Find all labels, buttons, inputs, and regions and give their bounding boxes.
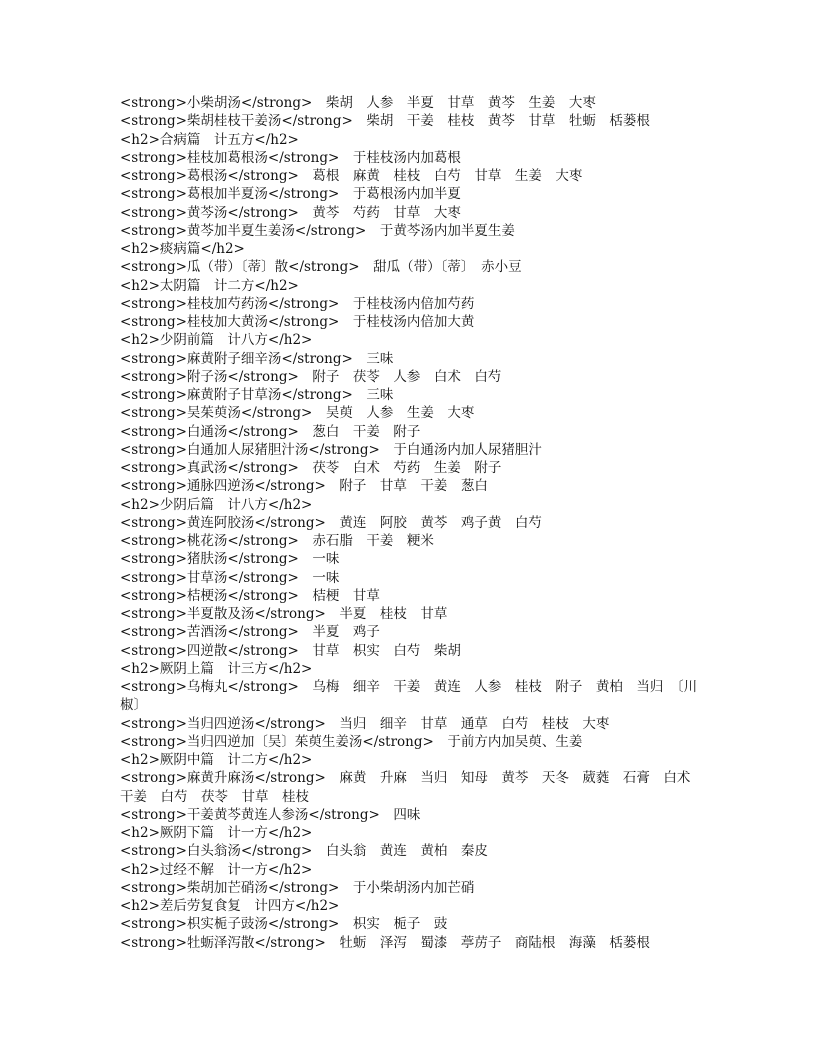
text-line: <strong>半夏散及汤</strong> 半夏 桂枝 甘草	[120, 606, 448, 622]
section-heading-line: <h2>厥阴下篇 计一方</h2>	[120, 825, 313, 841]
text-line: <strong>通脉四逆汤</strong> 附子 甘草 干姜 葱白	[120, 478, 488, 495]
text-line: <strong>附子汤</strong> 附子 茯苓 人参 白术 白芍	[120, 368, 502, 385]
text-line: <strong>桂枝加大黄汤</strong> 于桂枝汤内倍加大黄	[120, 314, 475, 330]
section-heading-line: <h2>过经不解 计一方</h2>	[120, 861, 313, 878]
text-line: <strong>枳实栀子豉汤</strong> 枳实 栀子 豉	[120, 916, 448, 933]
text-line: <strong>苦酒汤</strong> 半夏 鸡子	[120, 624, 380, 641]
text-line: <strong>吴茱萸汤</strong> 吴萸 人参 生姜 大枣	[120, 405, 475, 422]
text-line: 干姜 白芍 茯苓 甘草 桂枝	[120, 788, 309, 805]
section-heading-line: <h2>太阴篇 计二方</h2>	[120, 277, 299, 294]
text-line: <strong>葛根汤</strong> 葛根 麻黄 桂枝 白芍 甘草 生姜 大枣	[120, 168, 583, 184]
section-heading-line: <h2>差后劳复食复 计四方</h2>	[120, 898, 340, 914]
text-line: <strong>小柴胡汤</strong> 柴胡 人参 半夏 甘草 黄芩 生姜 大枣	[120, 95, 596, 111]
text-line: <strong>牡蛎泽泻散</strong> 牡蛎 泽泻 蜀漆 葶苈子 商陆根 海藻 栝蒌根	[120, 934, 650, 951]
text-line: <strong>白通汤</strong> 葱白 干姜 附子	[120, 423, 421, 440]
document-body	[120, 94, 710, 952]
text-line: <strong>麻黄附子甘草汤</strong> 三味	[120, 387, 394, 403]
text-line: <strong>瓜（带）〔蒂〕散</strong> 甜瓜（带）〔蒂〕 赤小豆	[120, 259, 522, 276]
text-line: <strong>黄连阿胶汤</strong> 黄连 阿胶 黄芩 鸡子黄 白芍	[120, 514, 542, 531]
text-line: <strong>葛根加半夏汤</strong> 于葛根汤内加半夏	[120, 186, 461, 203]
text-line: <strong>白通加人尿猪胆汁汤</strong> 于白通汤内加人尿猪胆汁	[120, 441, 542, 458]
section-heading-line: <h2>少阴后篇 计八方</h2>	[120, 496, 313, 513]
text-line: <strong>干姜黄芩黄连人参汤</strong> 四味	[120, 806, 421, 823]
text-line: <strong>桃花汤</strong> 赤石脂 干姜 粳米	[120, 533, 434, 549]
text-line: <strong>柴胡加芒硝汤</strong> 于小柴胡汤内加芒硝	[120, 879, 475, 896]
text-line: <strong>黄芩汤</strong> 黄芩 芍药 甘草 大枣	[120, 204, 461, 221]
text-line: <strong>乌梅丸</strong> 乌梅 细辛 干姜 黄连 人参 桂枝 附子 黄柏 当归 〔川	[120, 679, 698, 695]
section-heading-line: <h2>厥阴中篇 计二方</h2>	[120, 752, 313, 768]
section-heading-line: <h2>痰病篇</h2>	[120, 241, 245, 257]
section-heading-line: <h2>少阴前篇 计八方</h2>	[120, 332, 313, 349]
text-line: <strong>黄芩加半夏生姜汤</strong> 于黄芩汤内加半夏生姜	[120, 222, 515, 239]
text-line: <strong>桂枝加葛根汤</strong> 于桂枝汤内加葛根	[120, 149, 461, 166]
text-line: <strong>白头翁汤</strong> 白头翁 黄连 黄柏 秦皮	[120, 843, 488, 860]
text-line: <strong>麻黄升麻汤</strong> 麻黄 升麻 当归 知母 黄芩 天冬 葳蕤 石膏 白术	[120, 770, 691, 787]
text-line: <strong>四逆散</strong> 甘草 枳实 白芍 柴胡	[120, 642, 461, 659]
text-line: <strong>当归四逆汤</strong> 当归 细辛 甘草 通草 白芍 桂枝 大枣	[120, 715, 610, 732]
section-heading-line: <h2>合病篇 计五方</h2>	[120, 131, 299, 148]
text-line: <strong>真武汤</strong> 茯苓 白术 芍药 生姜 附子	[120, 460, 502, 476]
text-line: <strong>甘草汤</strong> 一味	[120, 569, 340, 586]
section-heading-line: <h2>厥阴上篇 计三方</h2>	[120, 660, 313, 677]
text-line: <strong>当归四逆加〔吴〕茱萸生姜汤</strong> 于前方内加吴萸、生姜	[120, 733, 583, 750]
text-line: <strong>猪肤汤</strong> 一味	[120, 551, 340, 568]
text-line: <strong>麻黄附子细辛汤</strong> 三味	[120, 350, 394, 367]
text-line: <strong>桂枝加芍药汤</strong> 于桂枝汤内倍加芍药	[120, 295, 475, 312]
text-line: <strong>桔梗汤</strong> 桔梗 甘草	[120, 587, 380, 604]
text-line: <strong>柴胡桂枝干姜汤</strong> 柴胡 干姜 桂枝 黄芩 甘草 牡蛎 栝蒌根	[120, 113, 650, 130]
text-line: 椒〕	[120, 697, 147, 714]
